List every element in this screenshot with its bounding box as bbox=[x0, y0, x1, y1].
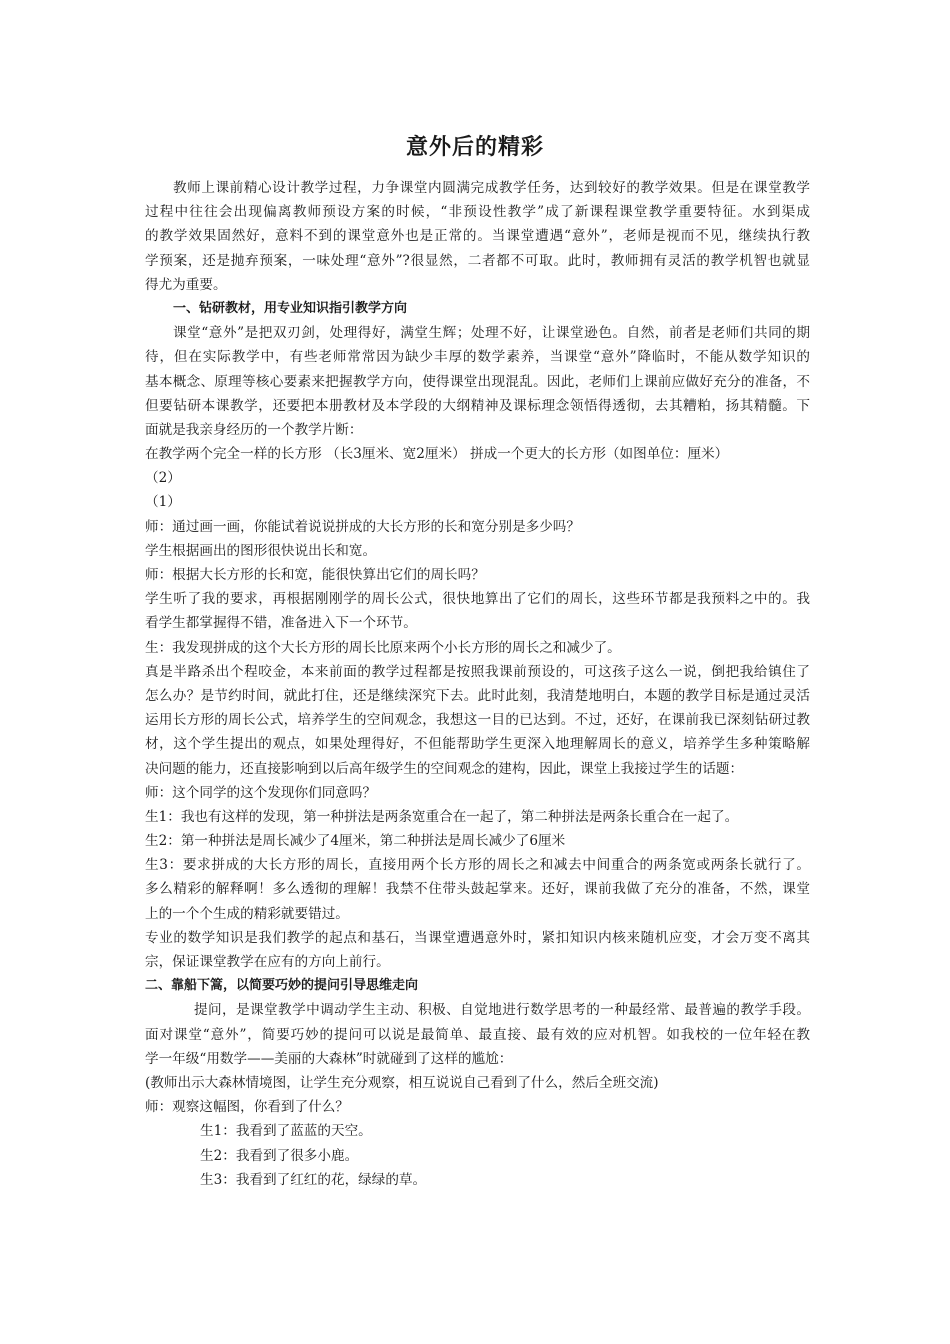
paragraph-line: 运用长方形的周长公式，培养学生的空间观念，我想这一目的已达到。不过，还好，在课前我已深刻钻研过教 bbox=[145, 712, 810, 729]
paragraph-line: 学一年级“用数学——美丽的大森林”时就碰到了这样的尴尬： bbox=[145, 1050, 513, 1067]
paragraph-line: 在教学两个完全一样的长方形 （长3厘米、宽2厘米） 拼成一个更大的长方形（如图单位：厘米） bbox=[145, 446, 729, 463]
paragraph-line: 决问题的能力，还直接影响到以后高年级学生的空间观念的建构，因此，课堂上我接过学生的话题： bbox=[145, 760, 744, 777]
document-title: 意外后的精彩 bbox=[405, 135, 544, 160]
dialogue-line: 生：我发现拼成的这个大长方形的周长比原来两个小长方形的周长之和减少了。 bbox=[145, 639, 621, 656]
dialogue-line: 师：通过画一画，你能试着说说拼成的大长方形的长和宽分别是多少吗？ bbox=[145, 518, 580, 535]
paragraph-line: 面对课堂“意外”，简要巧妙的提问可以说是最简单、最直接、最有效的应对机智。如我校的一位年轻在教 bbox=[145, 1026, 810, 1043]
paragraph-line: 教师上课前精心设计教学过程，力争课堂内圆满完成教学任务，达到较好的教学效果。但是在课堂教学 bbox=[173, 180, 810, 196]
dialogue-line: 生1：我看到了蓝蓝的天空。 bbox=[200, 1123, 372, 1140]
paragraph-line: 提问，是课堂教学中调动学生主动、积极、自觉地进行数学思考的一种最经常、最普遍的教学手段。 bbox=[194, 1002, 810, 1019]
paragraph-line: 怎么办？是节约时间，就此打住，还是继续深究下去。此时此刻，我清楚地明白，本题的教学目标是通过灵活 bbox=[145, 687, 810, 704]
paragraph-line: 学生听了我的要求，再根据刚刚学的周长公式，很快地算出了它们的周长，这些环节都是我预料之中的。我 bbox=[145, 591, 810, 608]
paragraph-line: 面就是我亲身经历的一个教学片断： bbox=[145, 421, 363, 438]
paragraph-line: 上的一个个生成的精彩就要错过。 bbox=[145, 905, 349, 922]
paragraph-line: 过程中往往会出现偏离教师预设方案的时候，“非预设性教学”成了新课程课堂教学重要特征。水到渠成 bbox=[145, 204, 810, 221]
paragraph-line: 但要钻研本课教学，还要把本册教材及本学段的大纲精神及课标理念领悟得透彻，去其糟粕，扬其精髓。下 bbox=[145, 397, 810, 414]
paragraph-line: 的教学效果固然好，意料不到的课堂意外也是正常的。当课堂遭遇“意外”，老师是视而不见，继续执行教 bbox=[145, 228, 810, 245]
paragraph-line: 待，但在实际教学中，有些老师常常因为缺少丰厚的数学素养，当课堂“意外”降临时，不能从数学知识的 bbox=[145, 349, 810, 366]
dialogue-line: 生2：我看到了很多小鹿。 bbox=[200, 1147, 359, 1164]
dialogue-line: 生3：我看到了红红的花，绿绿的草。 bbox=[200, 1171, 427, 1188]
paragraph-line: 专业的数学知识是我们教学的起点和基石，当课堂遭遇意外时，紧扣知识内核来随机应变，才会万变不离其 bbox=[145, 929, 810, 946]
dialogue-line: 师：观察这幅图，你看到了什么？ bbox=[145, 1099, 349, 1116]
paragraph-line: 课堂“意外”是把双刃剑，处理得好，满堂生辉；处理不好，让课堂逊色。自然，前者是老师们共同的期 bbox=[173, 325, 810, 342]
paragraph-line: (教师出示大森林情境图，让学生充分观察，相互说说自己看到了什么，然后全班交流) bbox=[145, 1074, 659, 1091]
paragraph-line: 基本概念、原理等核心要素来把握教学方向，使得课堂出现混乱。因此，老师们上课前应做好充分的准备，不 bbox=[145, 373, 810, 390]
figure-label: （2） bbox=[145, 470, 181, 487]
document-body bbox=[145, 176, 810, 1192]
paragraph-line: 看学生都掌握得不错，准备进入下一个环节。 bbox=[145, 615, 417, 632]
paragraph-line: 材，这个学生提出的观点，如果处理得好，不但能帮助学生更深入地理解周长的意义，培养学生多种策略解 bbox=[145, 736, 810, 753]
paragraph-line: 学生根据画出的图形很快说出长和宽。 bbox=[145, 542, 377, 559]
dialogue-line: 生1：我也有这样的发现，第一种拼法是两条宽重合在一起了，第二种拼法是两条长重合在一起了。 bbox=[145, 808, 739, 825]
paragraph-line: 多么精彩的解释啊！多么透彻的理解！我禁不住带头鼓起掌来。还好，课前我做了充分的准备，不然，课堂 bbox=[145, 881, 810, 898]
figure-label: （1） bbox=[145, 494, 181, 511]
paragraph-line: 宗，保证课堂教学在应有的方向上前行。 bbox=[145, 954, 390, 970]
paragraph-line: 学预案，还是抛弃预案，一味处理“意外”?很显然，二者都不可取。此时，教师拥有灵活的教学机智也就显 bbox=[145, 252, 810, 269]
paragraph-line: 得尤为重要。 bbox=[145, 276, 227, 293]
section-heading-2: 二、靠船下篙，以简要巧妙的提问引导思维走向 bbox=[145, 978, 419, 994]
dialogue-line: 师：这个同学的这个发现你们同意吗？ bbox=[145, 784, 377, 801]
paragraph-line: 真是半路杀出个程咬金，本来前面的教学过程都是按照我课前预设的，可这孩子这么一说，倒把我给镇住了 bbox=[145, 663, 810, 680]
dialogue-line: 生3：要求拼成的大长方形的周长，直接用两个长方形的周长之和减去中间重合的两条宽或两条长就行了。 bbox=[145, 857, 810, 874]
dialogue-line: 生2：第一种拼法是周长减少了4厘米，第二种拼法是周长减少了6厘米 bbox=[145, 833, 566, 850]
dialogue-line: 师：根据大长方形的长和宽，能很快算出它们的周长吗？ bbox=[145, 567, 485, 583]
section-heading-1: 一、钻研教材，用专业知识指引教学方向 bbox=[173, 300, 408, 316]
